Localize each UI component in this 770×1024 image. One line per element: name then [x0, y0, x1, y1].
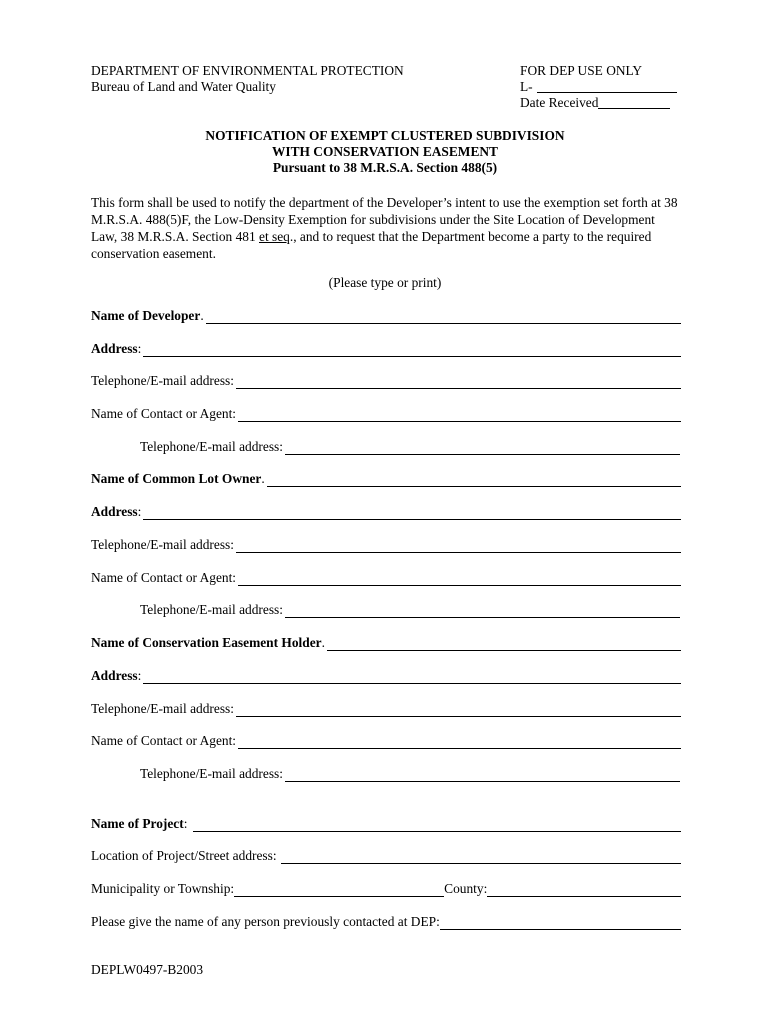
title-line-3: Pursuant to 38 M.R.S.A. Section 488(5): [272, 160, 498, 175]
owner-phone-field[interactable]: [236, 540, 681, 553]
owner-address-label: Address: [91, 504, 138, 519]
county-label: County:: [444, 881, 488, 896]
municipality-label: Municipality or Township:: [91, 881, 235, 896]
bureau-name: Bureau of Land and Water Quality: [91, 79, 276, 94]
owner-name-row: Name of Common Lot Owner.: [91, 471, 681, 487]
developer-address-row: Address:: [91, 341, 681, 357]
developer-name-row: Name of Developer.: [91, 308, 681, 324]
county-field[interactable]: [487, 884, 681, 897]
holder-phone-label: Telephone/E-mail address:: [91, 701, 234, 716]
project-name-label: Name of Project: [91, 816, 184, 831]
project-location-field[interactable]: [281, 851, 681, 864]
project-location-label: Location of Project/Street address:: [91, 848, 277, 863]
intro-text-2: ., and to request that the Department become a party to the required conservation easement.: [91, 229, 652, 261]
owner-phone-label: Telephone/E-mail address:: [91, 537, 234, 552]
developer-name-label: Name of Developer: [91, 308, 201, 323]
municipality-field[interactable]: [234, 884, 444, 897]
form-code: DEPLW0497-B2003: [91, 962, 204, 977]
owner-contact-label: Name of Contact or Agent:: [91, 570, 237, 585]
holder-name-label: Name of Conservation Easement Holder: [91, 635, 322, 650]
holder-contact-field[interactable]: [238, 736, 681, 749]
department-name: DEPARTMENT OF ENVIRONMENTAL PROTECTION: [91, 63, 404, 78]
owner-address-row: Address:: [91, 504, 681, 520]
date-received-label: Date Received: [520, 95, 599, 110]
owner-name-label: Name of Common Lot Owner: [91, 471, 262, 486]
previous-contact-label: Please give the name of any person previously contacted at DEP:: [91, 914, 440, 929]
title-line-1: NOTIFICATION OF EXEMPT CLUSTERED SUBDIVISION: [205, 128, 565, 143]
holder-phone-row: [91, 701, 681, 717]
municipality-county-row: [91, 881, 681, 897]
holder-contact-row: [91, 733, 681, 749]
holder-contact-phone-field[interactable]: [285, 769, 680, 782]
intro-et-seq: et seq: [259, 229, 290, 244]
developer-address-label: Address: [91, 341, 138, 356]
developer-address-field[interactable]: [143, 344, 681, 357]
previous-contact-field[interactable]: [440, 917, 681, 930]
owner-contact-phone-field[interactable]: [285, 605, 680, 618]
owner-address-field[interactable]: [143, 507, 681, 520]
holder-address-row: Address:: [91, 668, 681, 684]
previous-contact-row: [91, 914, 681, 930]
holder-contact-phone-label: Telephone/E-mail address:: [140, 766, 283, 781]
developer-phone-label: Telephone/E-mail address:: [91, 373, 234, 388]
intro-text-1: This form shall be used to notify the department of the Developer’s intent to use the exemption set forth at 38 M.R.S.A. 488(5)F, the Low-Density Exemption for subdivisions under the Site Location of Development Law, 38 M.R.S.A. Section 481: [91, 195, 678, 244]
holder-contact-phone-row: [140, 766, 680, 782]
title-line-2: WITH CONSERVATION EASEMENT: [272, 144, 498, 159]
holder-phone-field[interactable]: [236, 704, 681, 717]
developer-name-field[interactable]: [206, 311, 681, 324]
developer-contact-row: [91, 406, 681, 422]
form-title: [0, 128, 770, 176]
l-number-row: [520, 79, 677, 95]
date-received-field[interactable]: [598, 95, 670, 109]
developer-contact-field[interactable]: [238, 409, 681, 422]
header-left: [91, 63, 404, 95]
developer-contact-phone-row: [140, 439, 680, 455]
developer-contact-label: Name of Contact or Agent:: [91, 406, 237, 421]
developer-phone-row: [91, 373, 681, 389]
dep-use-only-label: FOR DEP USE ONLY: [520, 63, 643, 78]
intro-paragraph: [91, 194, 683, 262]
holder-address-field[interactable]: [143, 671, 681, 684]
developer-contact-phone-label: Telephone/E-mail address:: [140, 439, 283, 454]
owner-phone-row: [91, 537, 681, 553]
owner-name-field[interactable]: [267, 474, 681, 487]
owner-contact-field[interactable]: [238, 573, 681, 586]
l-number-field[interactable]: [537, 79, 677, 93]
type-or-print-instruction: (Please type or print): [328, 275, 442, 290]
developer-contact-phone-field[interactable]: [285, 442, 680, 455]
project-name-row: Name of Project:: [91, 816, 681, 832]
project-location-row: [91, 848, 681, 864]
holder-address-label: Address: [91, 668, 138, 683]
holder-name-field[interactable]: [327, 638, 681, 651]
project-name-field[interactable]: [193, 819, 681, 832]
holder-name-row: Name of Conservation Easement Holder.: [91, 635, 681, 651]
owner-contact-phone-row: [140, 602, 680, 618]
owner-contact-phone-label: Telephone/E-mail address:: [140, 602, 283, 617]
l-number-label: L-: [520, 79, 533, 94]
date-received-row: [520, 95, 677, 111]
holder-contact-label: Name of Contact or Agent:: [91, 733, 237, 748]
developer-phone-field[interactable]: [236, 376, 681, 389]
owner-contact-row: [91, 570, 681, 586]
dep-use-box: [520, 63, 677, 111]
